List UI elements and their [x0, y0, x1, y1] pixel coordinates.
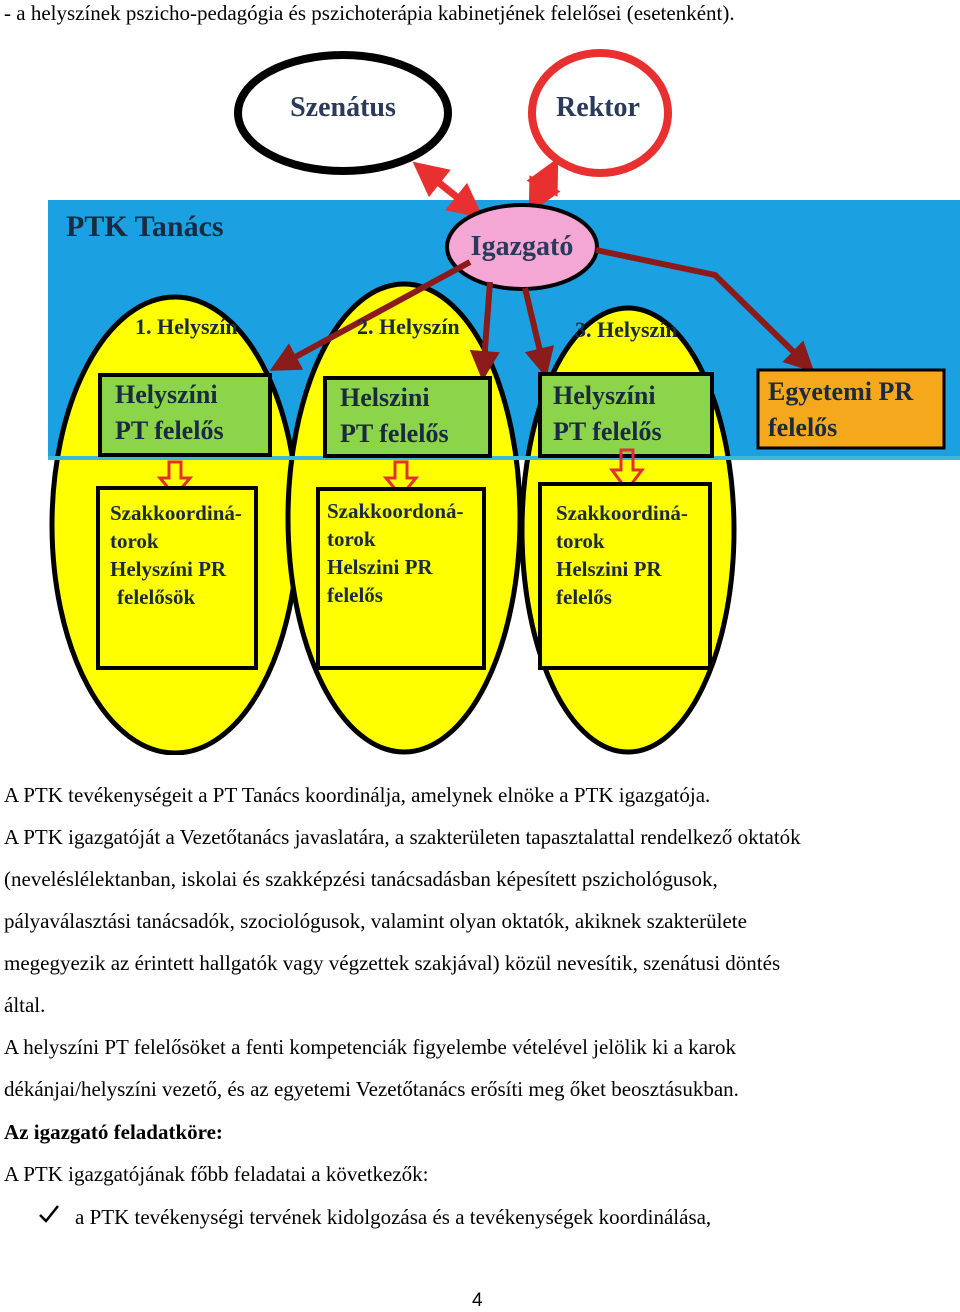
org-diagram — [0, 35, 960, 755]
site3-sub-line3: Helszini PR — [556, 557, 662, 581]
pr-line2: felelős — [768, 413, 838, 442]
director-label: Igazgató — [470, 231, 574, 262]
paragraph-line: pályaválasztási tanácsadók, szociológusok, valamint olyan oktatók, akiknek szakterülete — [4, 909, 747, 933]
site2-pt-line2: PT felelős — [340, 419, 449, 448]
site1-pt-line1: Helyszíni — [115, 380, 218, 409]
site1-sub-line3: Helyszíni PR — [110, 557, 227, 581]
site3-pt-line1: Helyszíni — [553, 381, 656, 410]
paragraph-line: A PTK tevékenységeit a PT Tanács koordinálja, amelynek elnöke a PTK igazgatója. — [4, 783, 711, 807]
paragraph-line: által. — [4, 993, 46, 1017]
site3-pt-line2: PT felelős — [553, 417, 662, 446]
bullet-item: a PTK tevékenységi tervének kidolgozása és a tevékenységek koordinálása, — [75, 1205, 712, 1229]
site2-title: 2. Helyszín — [357, 314, 460, 339]
site1-sub-line4: felelősök — [117, 585, 196, 609]
pr-line1: Egyetemi PR — [768, 377, 914, 406]
section-heading: Az igazgató feladatköre: — [4, 1120, 223, 1144]
site3-sub-line2: torok — [556, 529, 605, 553]
page-number: 4 — [472, 1290, 483, 1311]
intro-line: - a helyszínek pszicho-pedagógia és pszichoterápia kabinetjének felelősei (esetenként). — [4, 1, 735, 25]
site2-sub-line3: Helszini PR — [327, 555, 433, 579]
site2-pt-line1: Helszini — [340, 383, 430, 412]
council-label: PTK Tanács — [66, 210, 224, 243]
site1-pt-line2: PT felelős — [115, 416, 224, 445]
site1-title: 1. Helyszín — [135, 314, 238, 339]
paragraph-line: megegyezik az érintett hallgatók vagy végzettek szakjával) közül nevesítik, szenátusi döntés — [4, 951, 781, 975]
paragraph-line: dékánjai/helyszíni vezető, és az egyetemi Vezetőtanács erősíti meg őket beosztásukban. — [4, 1077, 739, 1101]
site2-sub-line4: felelős — [327, 583, 383, 607]
paragraph-line: (neveléslélektanban, iskolai és szakképzési tanácsadásban képesített pszichológusok, — [4, 867, 718, 891]
checkmark-icon — [38, 1203, 60, 1225]
paragraph-line: A helyszíni PT felelősöket a fenti kompetenciák figyelembe vételével jelölik ki a karok — [4, 1035, 737, 1059]
site3-title: 3. Helyszín — [575, 317, 678, 342]
site2-sub-line1: Szakkoordoná- — [327, 499, 464, 523]
paragraph-line: A PTK igazgatóját a Vezetőtanács javaslatára, a szakterületen tapasztalattal rendelkező oktatók — [4, 825, 801, 849]
senate-label: Szenátus — [290, 92, 396, 123]
site3-sub-line4: felelős — [556, 585, 612, 609]
site2-sub-line2: torok — [327, 527, 376, 551]
site3-sub-line1: Szakkoordiná- — [556, 501, 688, 525]
site1-sub-line2: torok — [110, 529, 159, 553]
rector-label: Rektor — [556, 92, 640, 123]
tasks-intro: A PTK igazgatójának főbb feladatai a következők: — [4, 1162, 429, 1186]
site1-sub-line1: Szakkoordiná- — [110, 501, 242, 525]
